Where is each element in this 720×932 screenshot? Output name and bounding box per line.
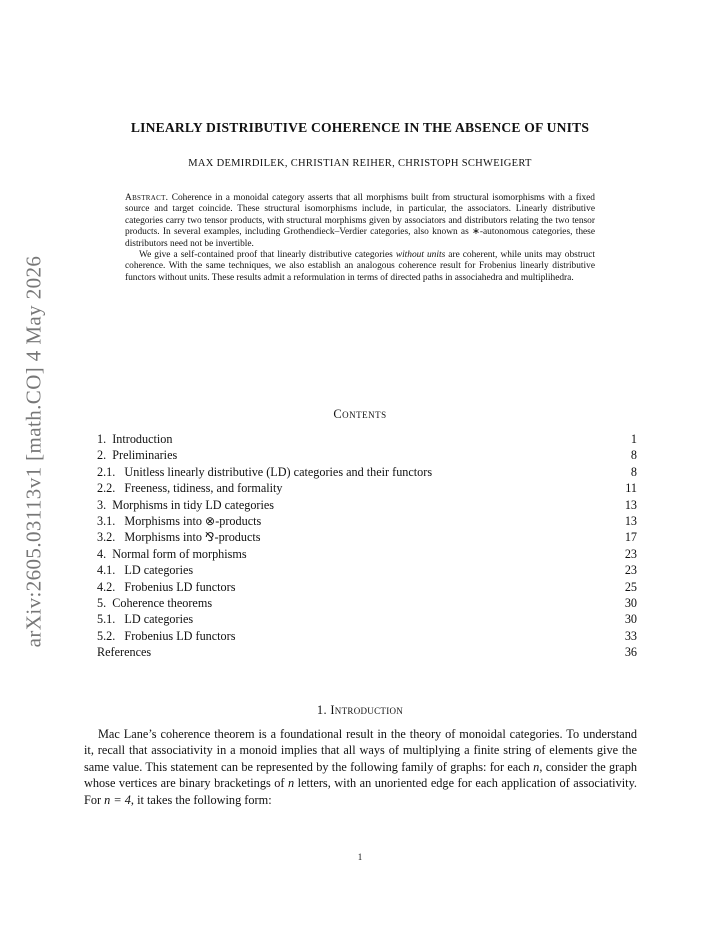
toc-entry[interactable] [97,611,637,627]
section-1-number: 1. [316,703,327,717]
abstract-paragraph-1 [125,193,595,250]
toc-entry-text: LD categories [124,563,194,578]
toc-entry-number: 2. [97,448,107,463]
toc-entry-number: 4. [97,546,107,561]
toc-entry-title [97,595,212,611]
toc-entry-title [97,497,274,513]
toc-entry-number: 4.2. [97,579,116,594]
toc-entry-text: Normal form of morphisms [112,546,247,561]
toc-entry-page: 30 [624,612,637,627]
toc-entry-number: 4.1. [97,563,116,578]
toc-entry[interactable] [97,628,637,644]
toc-entry-title [97,431,172,447]
toc-entry-page: 1 [630,432,637,446]
toc-entry-number: 5. [97,595,107,610]
abstract-text-2b: are coherent, while units may obstruct coherence. With the same techniques, we also establish an analogous coherence result for Frobenius linearly distributive functors without units. These results admit a reformulation in terms of directed paths in associahedra and multiplihedra. [125,250,595,283]
paper-authors: MAX DEMIRDILEK, CHRISTIAN REIHER, CHRISTOPH SCHWEIGERT [188,158,532,169]
intro-text-b: , consider the graph whose vertices are binary bracketings of [84,759,637,791]
toc-entry-text: Morphisms into ⊗-products [124,513,262,528]
toc-entry-number: 3. [97,497,107,512]
introduction-paragraph [84,726,637,808]
toc-entry-text: Frobenius LD functors [124,628,236,643]
toc-entry-number: 2.2. [97,481,116,496]
toc-entry-title [97,611,193,627]
toc-entry-page: 23 [624,563,637,578]
toc-entry-title [97,447,177,463]
toc-entry-page: 11 [625,481,637,496]
toc-entry-title [97,513,261,529]
toc-entry-text: Freeness, tidiness, and formality [124,481,283,496]
toc-entry[interactable] [97,480,637,496]
introduction-body [84,726,637,808]
toc-entry-text: Morphisms into ⅋-products [124,530,261,545]
arxiv-identifier-text: arXiv:2605.03113v1 [math.CO] 4 May 2026 [21,255,46,647]
paper-title: LINEARLY DISTRIBUTIVE COHERENCE IN THE ABSENCE OF UNITS [130,120,590,135]
toc-entry[interactable] [97,644,637,660]
toc-entry[interactable] [97,497,637,513]
toc-entry-text: Unitless linearly distributive (LD) categories and their functors [124,464,433,479]
toc-entry-title [97,628,235,644]
toc-entry-page: 36 [624,645,637,660]
toc-entry[interactable] [97,529,637,545]
intro-text-d: , it takes the following form: [130,792,272,807]
abstract-paragraph-2 [125,250,595,284]
toc-entry-page: 8 [630,464,637,479]
toc-entry[interactable] [97,431,637,447]
toc-entry-number: 3.2. [97,530,116,545]
toc-entry-title [97,562,193,578]
intro-var-n: n [288,776,295,791]
toc-entry[interactable] [97,595,637,611]
toc-entry[interactable] [97,579,637,595]
toc-entry-text: Preliminaries [112,448,178,463]
toc-entry-text: LD categories [124,612,194,627]
toc-entry-page: 30 [624,595,637,610]
toc-entry-text: Coherence theorems [112,595,213,610]
page-number: 1 [357,852,363,862]
toc-entry-number: 5.2. [97,628,116,643]
toc-entry-page: 13 [624,513,637,528]
toc-entry-title [97,644,151,660]
toc-entry-text: Frobenius LD functors [124,579,236,594]
toc-entry-text: Introduction [112,432,173,446]
toc-entry-number: 1. [97,432,107,446]
toc-entry[interactable] [97,447,637,463]
intro-var-n-equals-4: n = 4 [104,792,131,807]
toc-entry-number: 5.1. [97,612,116,627]
section-1-title: Introduction [330,703,404,717]
contents-heading: Contents [333,407,387,421]
toc-entry-title [97,546,247,562]
toc-entry-page: 25 [624,579,637,594]
intro-text-a: Mac Lane’s coherence theorem is a foundational result in the theory of monoidal categories. To understand it, recall that associativity in a monoid implies that all ways of multiplying a finite string of elements give the same value. This statement can be represented by the following family of graphs: for each [84,727,637,774]
toc-entry-text: Morphisms in tidy LD categories [112,497,275,512]
section-1-heading [0,703,720,718]
toc-entry[interactable] [97,464,637,480]
abstract-text-1: Coherence in a monoidal category asserts that all morphisms built from structural isomorphisms with a fixed source and target coincide. These structural isomorphisms include, in particular, the associators. Linearly distributive categories carry two tensor products, with structural morphisms given by associators and distributors relating the two tensor products. In several examples, including Grothendieck–Verdier categories, also known as ∗-autonomous categories, these distributors need not be invertible. [125,193,595,249]
toc-entry-number: 2.1. [97,464,116,479]
toc-entry-page: 13 [624,497,637,512]
toc-entry-title [97,480,283,496]
abstract-emphasis: without units [395,250,446,261]
toc-entry-title [97,579,235,595]
toc-entry[interactable] [97,546,637,562]
toc-entry[interactable] [97,562,637,578]
toc-entry-page: 17 [624,530,637,545]
toc-entry-page: 33 [624,628,637,643]
intro-var-n: n [533,759,540,774]
toc-entry-title [97,464,432,480]
toc-entry[interactable] [97,513,637,529]
toc-entry-text: References [97,645,152,660]
toc-entry-page: 23 [624,546,637,561]
toc-entry-page: 8 [630,448,637,463]
abstract-text-2a: We give a self-contained proof that linearly distributive categories [139,250,396,261]
arxiv-identifier-watermark [12,246,56,656]
table-of-contents [97,431,637,660]
intro-text-c: letters, with an unoriented edge for each application of associativity. For [84,776,637,807]
toc-entry-number: 3.1. [97,513,116,528]
abstract-label: Abstract. [125,193,169,203]
abstract [125,193,595,284]
toc-entry-title [97,529,261,545]
